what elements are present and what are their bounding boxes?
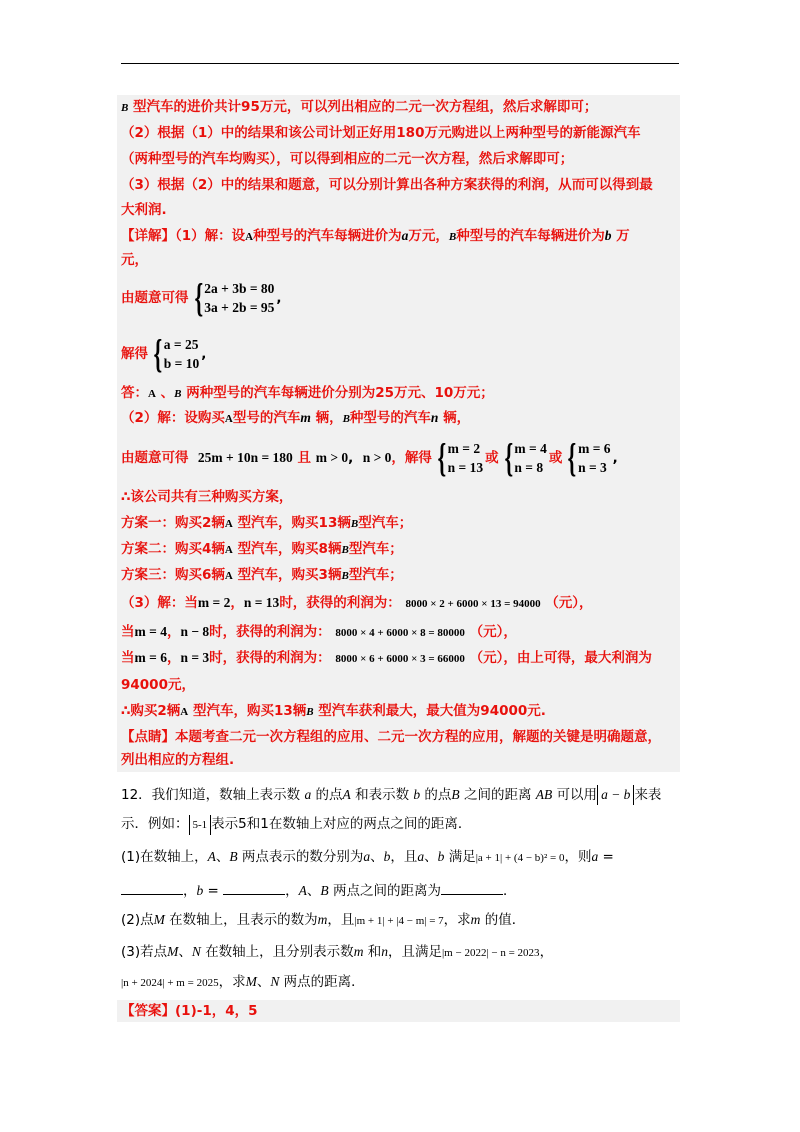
profit-line-3: 当m = 6，n = 3时，获得的利润为： 8000 × 6 + 6000 × 3 = 66000 （元），由上可得，最大利润为 — [121, 650, 652, 666]
plan-3: 方案三：购买6辆A 型汽车，购买3辆B型汽车； — [121, 567, 403, 583]
answer-line: 【答案】(1)-1，4，5 — [121, 1003, 258, 1019]
question-12-line-2: 示．例如： 5-1 表示5和1在数轴上对应的两点之间的距离． — [121, 814, 471, 835]
profit-line-4: 94000元， — [121, 677, 195, 693]
solution-background — [117, 95, 680, 772]
comment-line-1: 【点睛】本题考查二元一次方程组的应用、二元一次方程的应用，解题的关键是明确题意， — [121, 729, 661, 745]
analysis-line-3: （两种型号的汽车均购买），可以得到相应的二元一次方程，然后求解即可； — [121, 151, 574, 167]
equation-system-2: 解得 { a = 25 b = 10 , — [121, 331, 207, 376]
analysis-line-1: B 型汽车的进价共计95万元，可以列出相应的二元一次方程组，然后求解即可； — [121, 99, 598, 115]
question-part-1-blanks: ，b = ，A、B 两点之间的距离为 ． — [121, 880, 516, 901]
question-12-line-1: 12．我们知道，数轴上表示数 a 的点A 和表示数 b 的点B 之间的距离 AB 可以用 a − b 来表 — [121, 787, 662, 803]
part2-equation-line: 由题意可得 25m + 10n = 180 且 m > 0, n > 0，解得 { m = 2 n = 13 或 { m = 4 n = 8 或 { m = 6 n = 3 , — [121, 435, 618, 480]
blank-b[interactable] — [223, 880, 285, 895]
therefore-max: ∴购买2辆A 型汽车，购买13辆B 型汽车获利最大，最大值为94000元. — [121, 703, 546, 719]
question-part-3-line-2: |n + 2024| + m = 2025，求M、N 两点的距离． — [121, 974, 365, 990]
analysis-line-2: （2）根据（1）中的结果和该公司计划正好用180万元购进以上两种型号的新能源汽车 — [121, 125, 641, 141]
question-part-2: (2)点M 在数轴上，且表示的数为m，且|m + 1| + |4 − m| = 7，求m 的值． — [121, 912, 526, 928]
blank-a[interactable] — [121, 880, 183, 895]
answer-line-1: 答：A 、B 两种型号的汽车每辆进价分别为25万元、10万元； — [121, 385, 494, 401]
plan-2: 方案二：购买4辆A 型汽车，购买8辆B型汽车； — [121, 541, 403, 557]
profit-line-2: 当m = 4，n − 8时，获得的利润为： 8000 × 4 + 6000 × 8 = 80000 （元）， — [121, 624, 517, 640]
detail-line-1: 【详解】（1）解：设A种型号的汽车每辆进价为a万元，B种型号的汽车每辆进价为b 万 — [121, 228, 630, 244]
analysis-line-4: （3）根据（2）中的结果和题意，可以分别计算出各种方案获得的利润，从而可以得到最 — [121, 177, 653, 193]
equation-system-1: 由题意可得 { 2a + 3b = 80 3a + 2b = 95 , — [121, 275, 282, 320]
question-part-1: (1)在数轴上，A、B 两点表示的数分别为a、b，且a、b 满足|a + 1| + (4 − b)² = 0，则a = — [121, 849, 614, 865]
detail-line-2: 元， — [121, 252, 148, 268]
comment-line-2: 列出相应的方程组. — [121, 752, 235, 768]
analysis-line-5: 大利润. — [121, 202, 167, 218]
question-part-3-line-1: (3)若点M、N 在数轴上，且分别表示数m 和n，且满足|m − 2022| − n = 2023， — [121, 944, 554, 960]
blank-distance[interactable] — [441, 880, 503, 895]
profit-line-1: （3）解：当m = 2，n = 13时，获得的利润为： 8000 × 2 + 6000 × 13 = 94000 （元）， — [121, 595, 593, 611]
header-rule — [121, 63, 679, 64]
plan-1: 方案一：购买2辆A 型汽车，购买13辆B型汽车； — [121, 515, 413, 531]
therefore-plans: ∴该公司共有三种购买方案， — [121, 489, 293, 505]
part2-line-1: （2）解：设购买A型号的汽车m 辆，B种型号的汽车n 辆， — [121, 410, 471, 426]
